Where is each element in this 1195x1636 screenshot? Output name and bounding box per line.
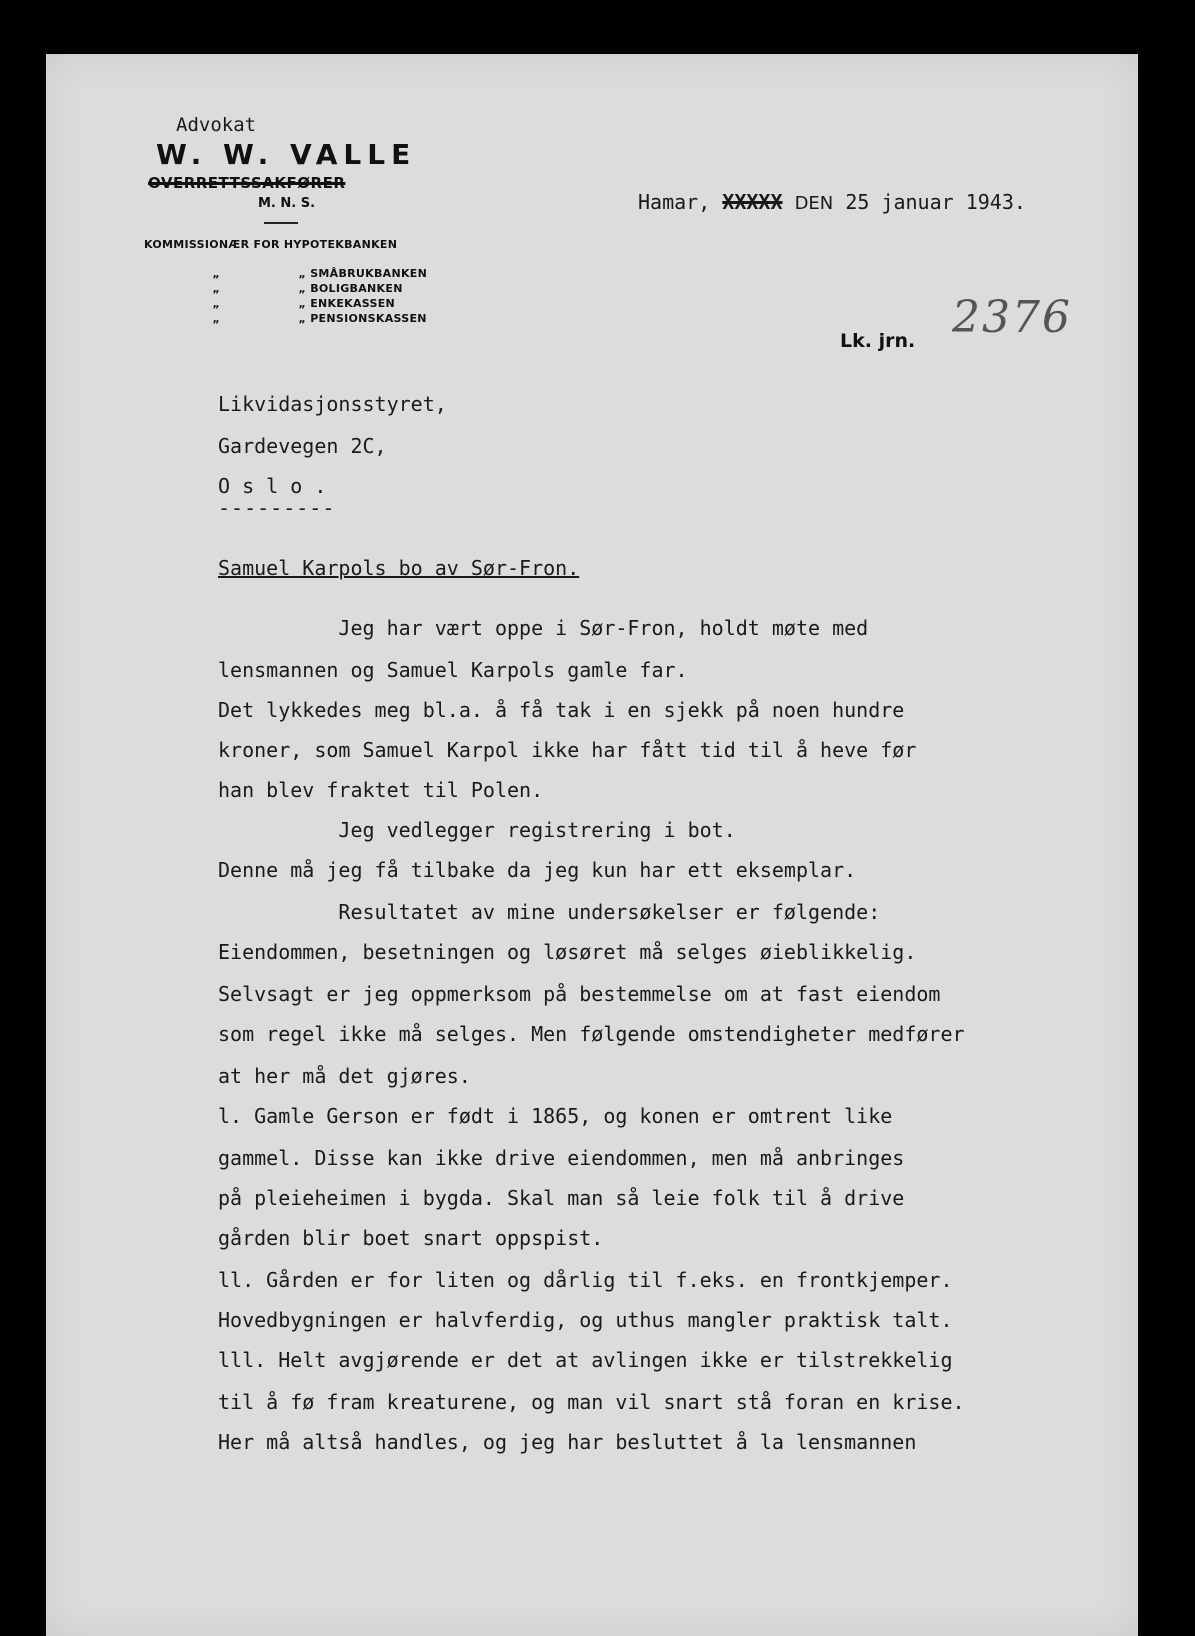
letterhead-kommissionaer: KOMMISSIONÆR FOR HYPOTEKBANKEN [144, 238, 398, 251]
body-line: lll. Helt avgjørende er det at avlingen ikke er tilstrekkelig [218, 1348, 953, 1372]
journal-label: Lk. jrn. [840, 330, 916, 352]
body-line: lensmannen og Samuel Karpols gamle far. [218, 658, 688, 682]
ditto-mark: „ [212, 312, 221, 325]
body-line: kroner, som Samuel Karpol ikke har fått tid til å heve før [218, 738, 917, 762]
date-value: 25 januar 1943. [845, 190, 1026, 214]
bank-name: „ BOLIGBANKEN [298, 282, 403, 295]
body-line: gården blir boet snart oppspist. [218, 1226, 604, 1250]
body-line: Eiendommen, besetningen og løsøret må selges øieblikkelig. [218, 940, 917, 964]
body-line: ll. Gården er for liten og dårlig til f.eks. en frontkjemper. [218, 1268, 953, 1292]
address-line: Likvidasjonsstyret, [218, 392, 447, 416]
journal-reference [840, 330, 915, 352]
date-struck: XXXXX [722, 190, 783, 214]
body-line: gammel. Disse kan ikke drive eiendommen, men må anbringes [218, 1146, 905, 1170]
ditto-mark: „ [212, 282, 221, 295]
bank-name: „ PENSIONSKASSEN [298, 312, 427, 325]
body-line: Jeg har vært oppe i Sør-Fron, holdt møte med [218, 616, 869, 640]
letterhead-divider [264, 222, 298, 224]
letterhead-title-struck: OVERRETTSSAKFØRER [148, 174, 346, 192]
body-line: Denne må jeg få tilbake da jeg kun har ett eksemplar. [218, 858, 857, 882]
bank-name: „ ENKEKASSEN [298, 297, 396, 310]
ditto-mark: „ [212, 267, 221, 280]
ditto-mark: „ [212, 297, 221, 310]
body-line: på pleieheimen i bygda. Skal man så leie folk til å drive [218, 1186, 905, 1210]
letterhead-name: W. W. VALLE [156, 138, 417, 171]
body-line: Resultatet av mine undersøkelser er følgende: [218, 900, 881, 924]
body-line: som regel ikke må selges. Men følgende omstendigheter medfører [218, 1022, 965, 1046]
body-line: han blev fraktet til Polen. [218, 778, 544, 802]
body-line: til å fø fram kreaturene, og man vil snart stå foran en krise. [218, 1390, 965, 1414]
letterhead-bank [196, 299, 427, 338]
body-line: Selvsagt er jeg oppmerksom på bestemmelse om at fast eiendom [218, 982, 941, 1006]
address-city: O s l o . [218, 474, 327, 498]
letter-page [46, 54, 1138, 1636]
subject-line: Samuel Karpols bo av Sør-Fron. [218, 556, 580, 580]
bank-name: „ SMÅBRUKBANKEN [298, 267, 428, 280]
dateline [638, 190, 1026, 214]
date-den: DEN [794, 193, 834, 214]
body-line: Her må altså handles, og jeg har besluttet å la lensmannen [218, 1430, 917, 1454]
date-place: Hamar, [638, 190, 711, 214]
letterhead-advokat: Advokat [176, 114, 257, 136]
letterhead-mns: M. N. S. [258, 196, 316, 211]
body-line: Hovedbygningen er halvferdig, og uthus mangler praktisk talt. [218, 1308, 953, 1332]
body-line: Jeg vedlegger registrering i bot. [218, 818, 736, 842]
body-line: at her må det gjøres. [218, 1064, 471, 1088]
address-line: Gardevegen 2C, [218, 434, 387, 458]
address-underline: --------- [218, 496, 336, 520]
body-line: Det lykkedes meg bl.a. å få tak i en sjekk på noen hundre [218, 698, 905, 722]
handwritten-journal-number: 2376 [952, 292, 1072, 343]
body-line: l. Gamle Gerson er født i 1865, og konen er omtrent like [218, 1104, 893, 1128]
